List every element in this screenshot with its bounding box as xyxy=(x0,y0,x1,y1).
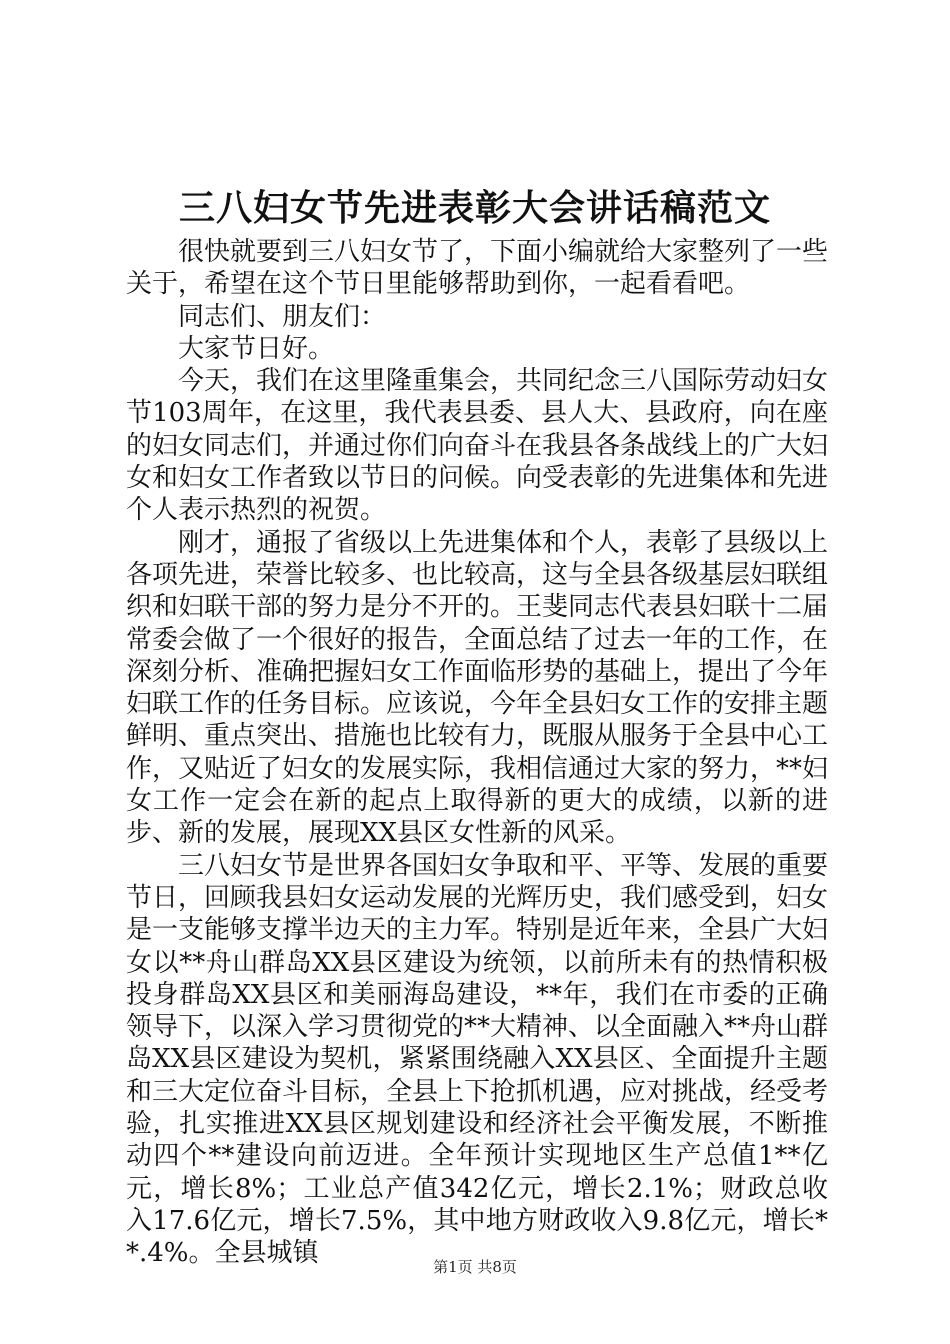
page-number-footer: 第1页 共8页 xyxy=(433,1258,517,1276)
paragraph-salutation: 同志们、朋友们： xyxy=(178,301,387,332)
paragraph-intro: 很快就要到三八妇女节了，下面小编就给大家整列了一些关于，希望在这个节日里能够帮助到你，一起看看吧。 xyxy=(126,237,829,300)
paragraph-commemoration: 今天，我们在这里隆重集会，共同纪念三八国际劳动妇女节103周年，在这里，我代表县委、县人大、县政府，向在座的妇女同志们，并通过你们向奋斗在我县各条战线上的广大妇女和妇女工作者致以节日的问候。向受表彰的先进集体和先进个人表示热烈的祝贺。 xyxy=(126,366,829,526)
paragraph-commendation: 刚才，通报了省级以上先进集体和个人，表彰了县级以上各项先进，荣誉比较多、也比较高，这与全县各级基层妇联组织和妇联干部的努力是分不开的。王斐同志代表县妇联十二届常委会做了一个很好的报告，全面总结了过去一年的工作，在深刻分析、准确把握妇女工作面临形势的基础上，提出了今年妇联工作的任务目标。应该说，今年全县妇女工作的安排主题鲜明、重点突出、措施也比较有力，既服从服务于全县中心工作，又贴近了妇女的发展实际，我相信通过大家的努力，**妇女工作一定会在新的起点上取得新的更大的成绩，以新的进步、新的发展，展现XX县区女性新的风采。 xyxy=(126,527,829,849)
document-title: 三八妇女节先进表彰大会讲话稿范文 xyxy=(178,187,771,229)
document-body xyxy=(126,236,828,1270)
paragraph-greeting: 大家节日好。 xyxy=(178,333,335,364)
paragraph-review: 三八妇女节是世界各国妇女争取和平、平等、发展的重要节日，回顾我县妇女运动发展的光辉历史，我们感受到，妇女是一支能够支撑半边天的主力军。特别是近年来，全县广大妇女以**舟山群岛XX县区建设为统领，以前所未有的热情积极投身群岛XX县区和美丽海岛建设，**年，我们在市委的正确领导下，以深入学习贯彻党的**大精神、以全面融入**舟山群岛XX县区建设为契机，紧紧围绕融入XX县区、全面提升主题和三大定位奋斗目标，全县上下抢抓机遇，应对挑战，经受考验，扎实推进XX县区规划建设和经济社会平衡发展，不断推动四个**建设向前迈进。全年预计实现地区生产总值1**亿元，增长8%；工业总产值342亿元，增长2.1%；财政总收入17.6亿元，增长7.5%，其中地方财政收入9.8亿元，增长**.4%。全县城镇 xyxy=(126,850,829,1269)
